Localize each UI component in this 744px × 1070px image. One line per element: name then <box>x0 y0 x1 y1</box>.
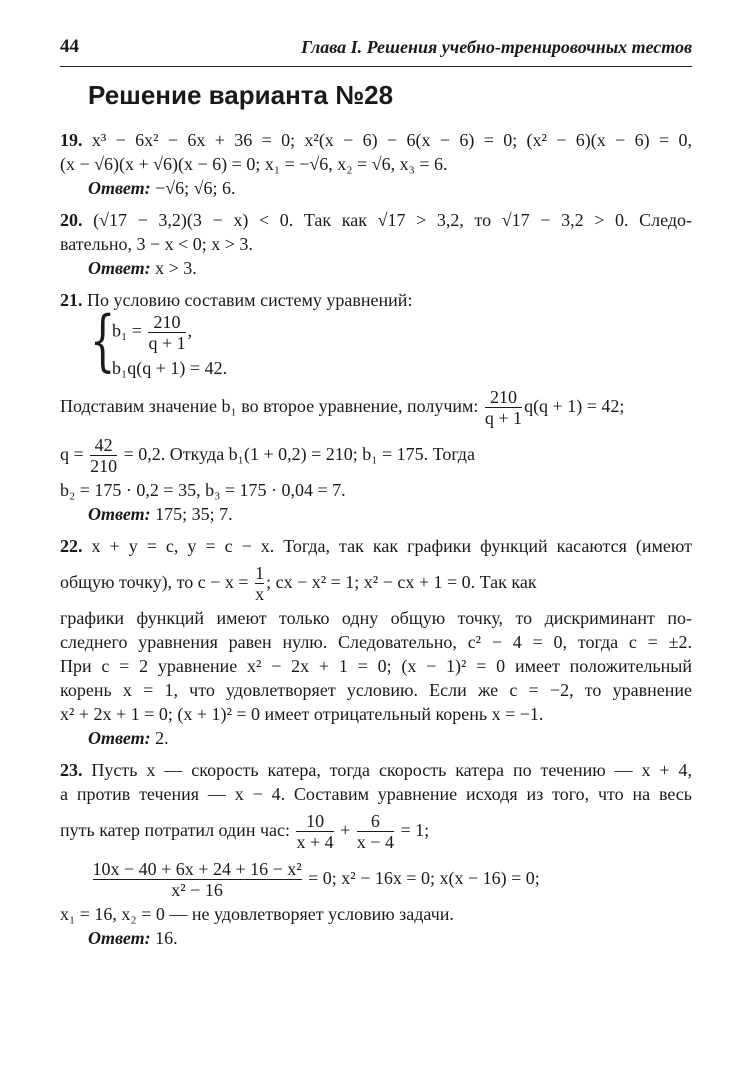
problem-23-line-5: x₁ = 16, x₂ = 0 — не удовлетворяет условию задачи. <box>60 904 454 924</box>
problem-21-q-value <box>60 430 692 478</box>
denominator: x² − 16 <box>93 879 302 900</box>
fraction <box>90 435 117 476</box>
answer-label: Ответ: <box>88 728 151 748</box>
section-title: Решение варианта №28 <box>88 80 394 110</box>
problem-22-line-5: При c = 2 уравнение x² − 2x + 1 = 0; (x − 1)² = 0 имеет положительный <box>60 656 692 676</box>
problem-number: 23. <box>60 760 83 780</box>
problem-number: 22. <box>60 536 83 556</box>
numerator: 42 <box>94 435 113 456</box>
problem-20-line-1 <box>60 208 692 232</box>
text: x + y = c, y = c − x. Тогда, так как графики функций касаются (имеют <box>91 536 692 556</box>
numerator: 6 <box>370 811 380 832</box>
denominator: x <box>255 584 265 605</box>
problem-22-line-3: графики функций имеют только одну общую точку, то дискриминант по- <box>60 608 692 628</box>
running-title: Глава I. Решения учебно-тренировочных тестов <box>301 37 692 57</box>
answer-value: x > 3. <box>155 258 197 278</box>
problem-23-answer <box>60 926 692 950</box>
numerator: 10 <box>306 811 325 832</box>
plus-sign: + <box>340 820 351 840</box>
text: = 0; x² − 16x = 0; x(x − 16) = 0; <box>308 868 540 888</box>
system-equation-2: b₁q(q + 1) = 42. <box>112 358 228 378</box>
system-lhs: b₁ = <box>112 320 142 341</box>
text: путь катер потратил один час: <box>60 820 290 840</box>
problem-20 <box>60 208 692 280</box>
denominator: x − 4 <box>356 832 394 853</box>
system-brace: { <box>90 302 116 379</box>
text: ; cx − x² = 1; x² − cx + 1 = 0. Так как <box>266 572 537 592</box>
answer-label: Ответ: <box>88 178 151 198</box>
problem-20-answer <box>60 256 692 280</box>
problem-19-line-2: (x − √6)(x + √6)(x − 6) = 0; x₁ = −√6, x₂ = √6, x₃ = 6. <box>60 154 448 174</box>
problem-21-answer <box>60 502 692 526</box>
problem-number: 21. <box>60 290 83 310</box>
substitution-text: Подставим значение b₁ во второе уравнение, получим: <box>60 396 479 416</box>
fraction <box>357 811 394 852</box>
text: общую точку), то c − x = <box>60 572 249 592</box>
answer-label: Ответ: <box>88 258 151 278</box>
problem-23 <box>60 758 692 950</box>
problem-19-answer <box>60 176 692 200</box>
problem-22-line-2 <box>60 558 692 606</box>
equation-text: x³ − 6x² − 6x + 36 = 0; x²(x − 6) − 6(x − 6) = 0; (x² − 6)(x − 6) = 0, <box>91 130 692 150</box>
problem-19 <box>60 128 692 200</box>
system-equation-1 <box>112 312 192 353</box>
problem-22-line-6: корень x = 1, что удовлетворяет условию. Если же c = −2, то уравнение <box>60 680 692 700</box>
numerator: 210 <box>489 387 517 408</box>
denominator: q + 1 <box>484 408 523 429</box>
problem-19-line-1 <box>60 128 692 152</box>
problem-21 <box>60 288 692 526</box>
denominator: x + 4 <box>296 832 334 853</box>
problem-22-answer <box>60 726 692 750</box>
answer-value: 175; 35; 7. <box>155 504 233 524</box>
problem-22-line-4: следнего уравнения равен нулю. Следовательно, c² − 4 = 0, тогда c = ±2. <box>60 632 692 652</box>
header-rule <box>60 66 692 67</box>
answer-label: Ответ: <box>88 928 151 948</box>
problem-23-line-3 <box>60 806 692 854</box>
problem-number: 20. <box>60 210 83 230</box>
fraction <box>255 563 264 604</box>
problem-21-b-values: b₂ = 175 · 0,2 = 35, b₃ = 175 · 0,04 = 7. <box>60 480 346 500</box>
numerator: 210 <box>153 312 181 332</box>
fraction <box>296 811 333 852</box>
page-number: 44 <box>60 36 79 57</box>
problem-21-intro <box>60 288 692 312</box>
problem-23-line-4 <box>60 854 692 902</box>
text: Пусть x — скорость катера, тогда скорость катера по течению — x + 4, <box>91 760 692 780</box>
answer-label: Ответ: <box>88 504 151 524</box>
problem-22 <box>60 534 692 750</box>
equation-text: (√17 − 3,2)(3 − x) < 0. Так как √17 > 3,2, то √17 − 3,2 > 0. Следо- <box>93 210 693 230</box>
problem-21-substitution <box>60 382 692 430</box>
fraction <box>148 312 185 353</box>
fraction <box>93 859 302 900</box>
substitution-tail: q(q + 1) = 42; <box>524 396 625 416</box>
answer-value: 2. <box>155 728 169 748</box>
equation-system <box>90 302 692 382</box>
problem-22-line-7: x² + 2x + 1 = 0; (x + 1)² = 0 имеет отрицательный корень x = −1. <box>60 704 544 724</box>
problem-23-line-2: а против течения — x − 4. Составим уравнение исходя из того, что на весь <box>60 784 692 804</box>
denominator: 210 <box>90 456 118 477</box>
numerator: 10x − 40 + 6x + 24 + 16 − x² <box>92 859 302 880</box>
problem-number: 19. <box>60 130 83 150</box>
answer-value: 16. <box>155 928 178 948</box>
fraction <box>485 387 522 428</box>
text: = 1; <box>400 820 430 840</box>
solutions-body <box>60 128 692 950</box>
problem-23-line-1 <box>60 758 692 782</box>
problem-22-line-1 <box>60 534 692 558</box>
intro-text: По условию составим систему уравнений: <box>87 290 413 310</box>
problem-20-line-2: вательно, 3 − x < 0; x > 3. <box>60 234 253 254</box>
q-tail: = 0,2. Откуда b₁(1 + 0,2) = 210; b₁ = 175. Тогда <box>123 444 475 464</box>
page-header <box>60 36 692 64</box>
numerator: 1 <box>255 563 265 584</box>
answer-value: −√6; √6; 6. <box>155 178 236 198</box>
denominator: q + 1 <box>148 333 186 353</box>
system-comma: , <box>187 320 193 341</box>
q-lhs: q = <box>60 444 84 464</box>
